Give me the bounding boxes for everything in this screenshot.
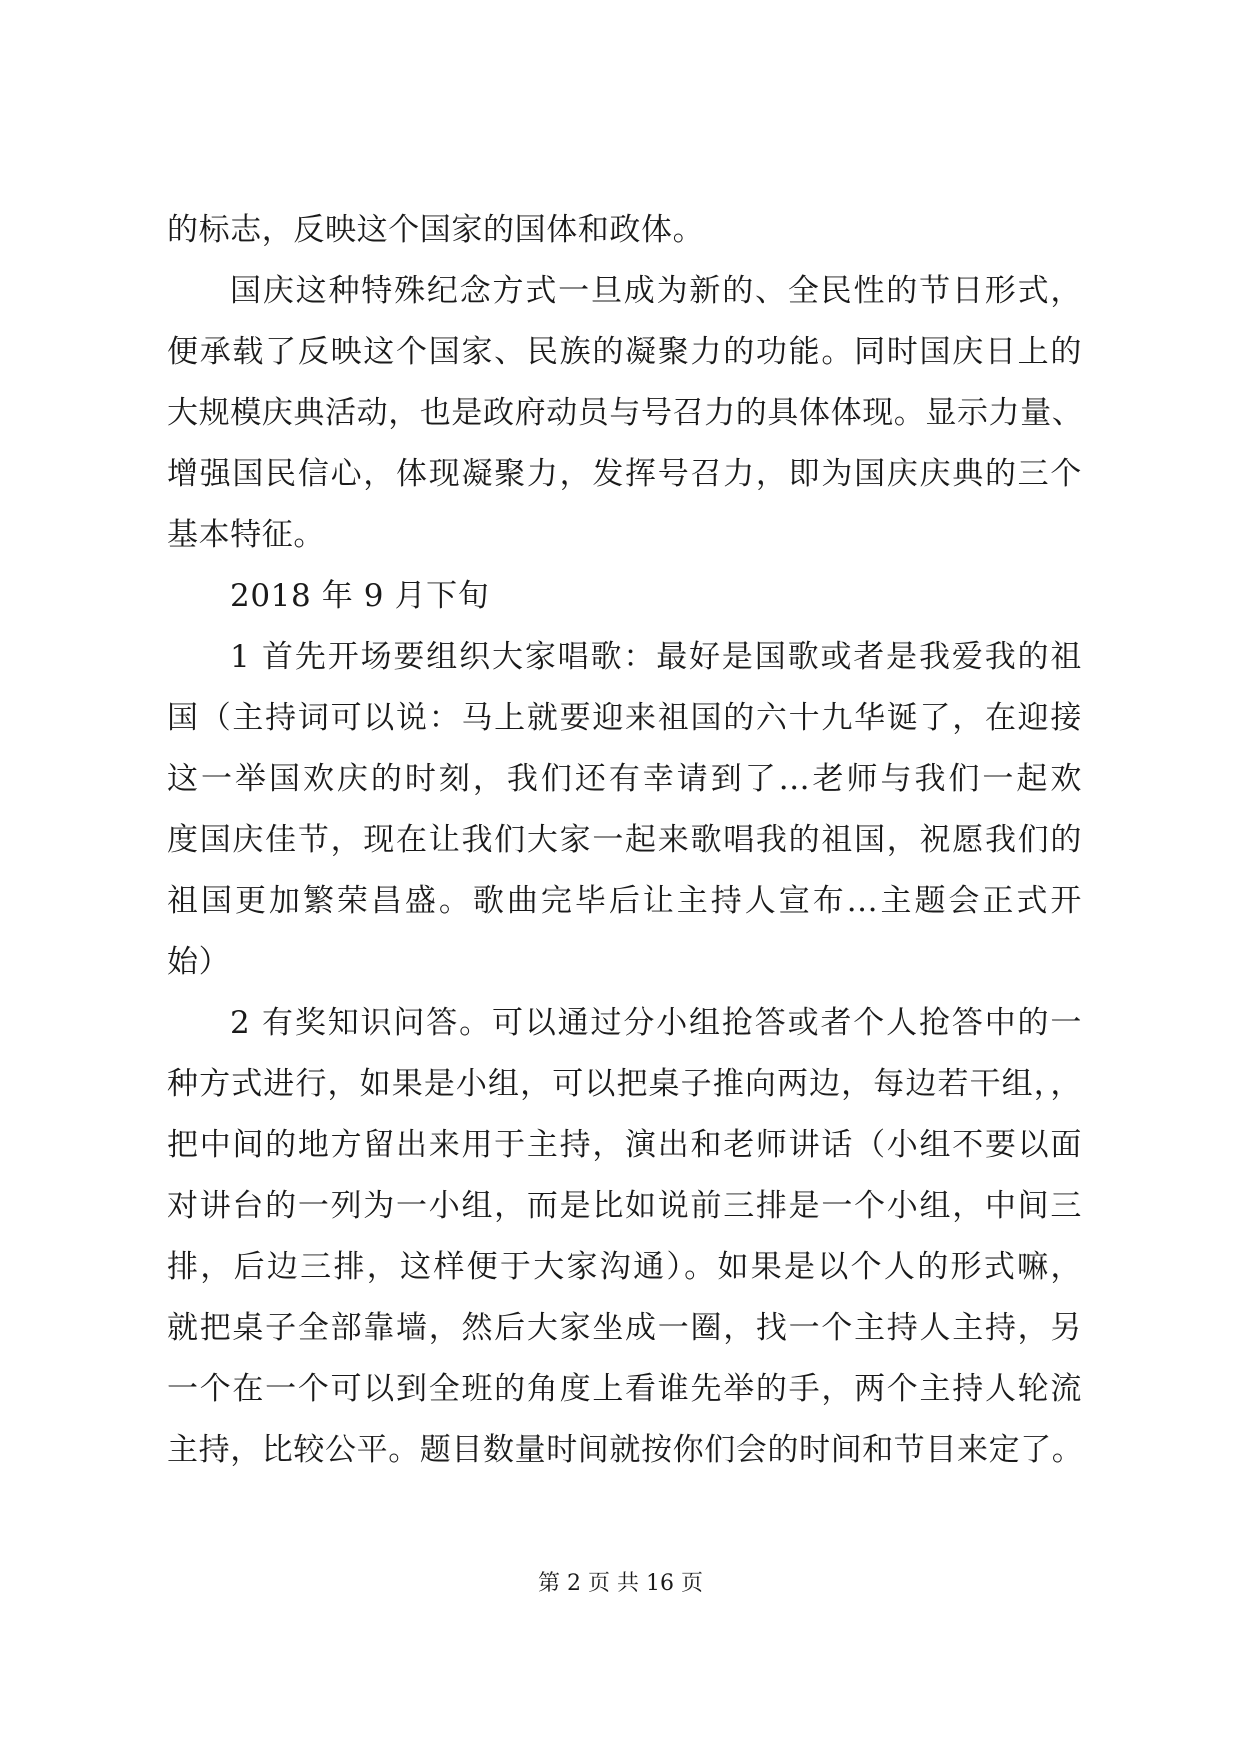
text-line: 1 首先开场要组织大家唱歌：最好是国歌或者是我爱我的祖 xyxy=(230,639,1082,675)
text-line: 主持，比较公平。题目数量时间就按你们会的时间和节目来定了。 xyxy=(167,1432,1084,1468)
text-line: 度国庆佳节，现在让我们大家一起来歌唱我的祖国，祝愿我们的 xyxy=(167,822,1082,858)
text-line: 一个在一个可以到全班的角度上看谁先举的手，两个主持人轮流 xyxy=(167,1371,1082,1407)
text-line: 就把桌子全部靠墙，然后大家坐成一圈，找一个主持人主持，另 xyxy=(167,1310,1082,1346)
text-line: 把中间的地方留出来用于主持，演出和老师讲话（小组不要以面 xyxy=(167,1127,1082,1163)
text-line: 增强国民信心，体现凝聚力，发挥号召力，即为国庆庆典的三个 xyxy=(167,456,1082,492)
text-line: 这一举国欢庆的时刻，我们还有幸请到了...老师与我们一起欢 xyxy=(167,761,1082,797)
text-line: 种方式进行，如果是小组，可以把桌子推向两边，每边若干组，， xyxy=(167,1066,1082,1102)
text-line: 祖国更加繁荣昌盛。歌曲完毕后让主持人宣布...主题会正式开 xyxy=(167,883,1082,919)
text-line: 始） xyxy=(167,944,231,980)
page-number-footer: 第 2 页 共 16 页 xyxy=(538,1571,703,1596)
text-line: 国庆这种特殊纪念方式一旦成为新的、全民性的节日形式， xyxy=(230,273,1082,309)
text-line: 的标志，反映这个国家的国体和政体。 xyxy=(167,212,705,248)
text-line: 大规模庆典活动，也是政府动员与号召力的具体体现。显示力量、 xyxy=(167,395,1084,431)
text-line: 国（主持词可以说：马上就要迎来祖国的六十九华诞了，在迎接 xyxy=(167,700,1082,736)
text-line: 基本特征。 xyxy=(167,517,325,553)
body-text xyxy=(167,200,1082,1481)
date-line: 2018 年 9 月下旬 xyxy=(230,578,490,614)
text-line: 排，后边三排，这样便于大家沟通）。如果是以个人的形式嘛， xyxy=(167,1249,1082,1285)
text-line: 2 有奖知识问答。可以通过分小组抢答或者个人抢答中的一 xyxy=(230,1005,1082,1041)
text-line: 对讲台的一列为一小组，而是比如说前三排是一个小组，中间三 xyxy=(167,1188,1082,1224)
text-line: 便承载了反映这个国家、民族的凝聚力的功能。同时国庆日上的 xyxy=(167,334,1082,370)
